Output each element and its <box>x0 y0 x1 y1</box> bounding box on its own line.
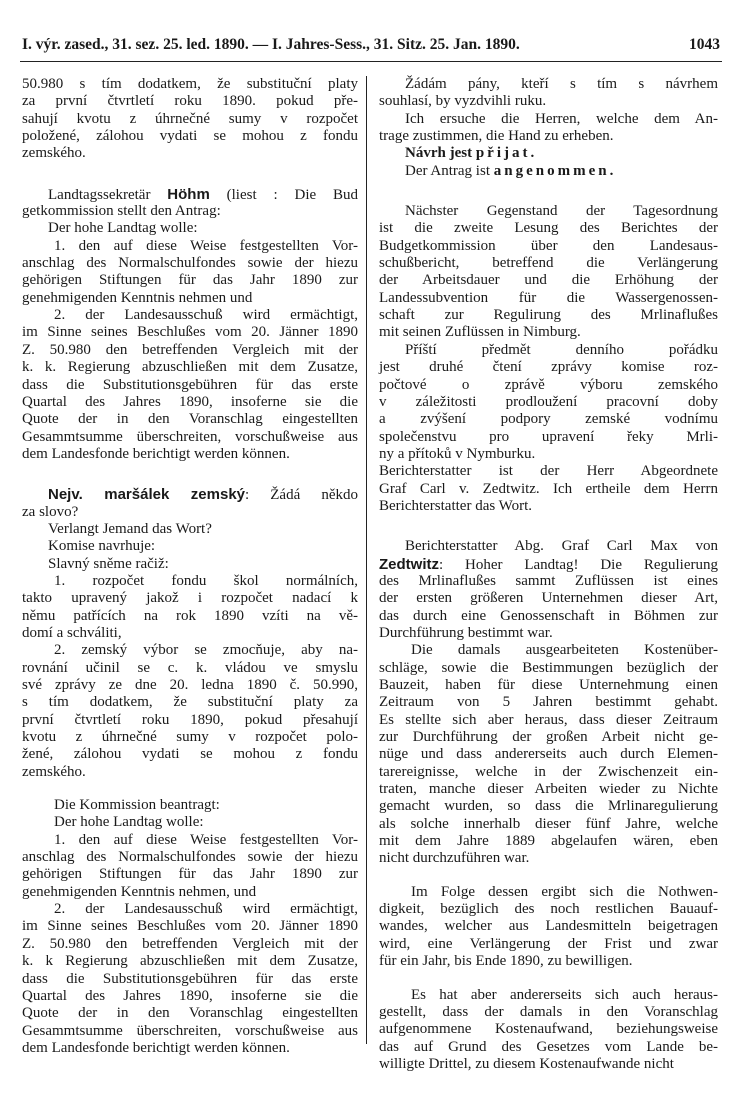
text-line: dass die Substitutionsgebühren für das erste <box>22 970 358 987</box>
text-line: wandes, welcher aus Landesmitteln beigetragen <box>379 918 718 935</box>
text-line: als solche innerhalb dieser fünf Jahre, welche <box>379 815 718 832</box>
text-line: getkommission stellt den Antrag: <box>22 203 221 220</box>
text-section <box>379 538 718 868</box>
paragraph <box>379 163 718 180</box>
text-line: willigte Drittel, zu diesem Kostenaufwande nicht <box>379 1055 674 1072</box>
text-line: Quote der in den Voranschlag eingestellten <box>22 411 358 428</box>
paragraph <box>379 642 718 867</box>
text-line: Quartal des Jahres 1890, insoferne sie die <box>22 987 358 1004</box>
text-line: Bauzeit, haben für diese Unternehmung einen <box>379 677 718 693</box>
text-line: Verlangt Jemand das Wort? <box>48 520 212 537</box>
text-line: první čtvrtletí roku 1890, pokud přesahují <box>22 711 358 728</box>
text-line: své zprávy ze dne 20. ledna 1890 č. 50.990, <box>22 677 358 693</box>
paragraph <box>379 342 718 463</box>
text-line: a zvýšení podpory zemské vodnímu <box>379 411 718 428</box>
paragraph <box>379 76 718 111</box>
emphasis: Návrh jest <box>405 145 476 162</box>
text-line: nicht durchzuführen war. <box>379 850 530 867</box>
paragraph <box>22 797 358 814</box>
text-line: kvotu z úhrnečné sumy v rozpočet polo- <box>22 729 358 746</box>
speaker-name: Nejv. maršálek zemský <box>48 486 246 504</box>
paragraph <box>379 538 718 642</box>
paragraph <box>379 987 718 1074</box>
text-line: Graf Carl v. Zedtwitz. Ich ertheile dem Herrn <box>379 480 718 497</box>
text-line: 1. den auf diese Weise festgestellten Vor- <box>54 237 358 254</box>
text-line: Z. 50.980 den betreffenden Vergleich mit der <box>22 341 358 358</box>
text-line: Gesammtsumme überschreiten, vorschußweise aus <box>22 1022 358 1039</box>
text-line <box>379 163 718 180</box>
text-line: Berichterstatter das Wort. <box>379 497 533 514</box>
column-divider <box>366 76 367 1044</box>
text-line: ny a přítoků v Nymburku. <box>379 445 536 462</box>
text-line: trage zustimmen, die Hand zu erheben. <box>379 128 614 145</box>
text-section <box>379 203 718 515</box>
paragraph <box>22 573 358 642</box>
text-line: počtové o zprávě výboru zemského <box>379 376 718 393</box>
paragraph <box>22 186 358 221</box>
paragraph <box>22 814 358 831</box>
text-line: des Mrlinaflußes sammt Zuflüssen ist eines <box>379 572 718 589</box>
text-line: schläge, sowie die Bestimmungen bezüglich der <box>379 659 718 676</box>
text-line: rovnání učinil se c. k. vládou ve smyslu <box>22 659 358 676</box>
text-line: schaft zur Regulirung des Mrlinaflußes <box>379 307 718 324</box>
text-line: Z. 50.980 den betreffenden Vergleich mit der <box>22 935 358 952</box>
text-line: Zeitraum von 5 Jahren bestimmt gehabt. <box>379 694 718 711</box>
text-line: gehörigen Stiftungen für das Jahr 1890 zur <box>22 272 358 289</box>
text-line: Komise navrhuje: <box>48 538 156 555</box>
text-line: žené, zálohou vydati se mohou z fondu <box>22 746 358 763</box>
text-line <box>22 186 358 203</box>
text-line: za slovo? <box>22 503 79 520</box>
text-line: gemacht wurden, so dass die Mrlinaregulierung <box>379 798 718 815</box>
text-line: jest druhé čtení zprávy komise roz- <box>379 359 718 376</box>
page-number: 1043 <box>689 36 720 53</box>
text-section <box>22 76 358 163</box>
text-line: Es hat aber andererseits sich auch heraus- <box>411 986 718 1003</box>
text-line: 2. der Landesausschuß wird ermächtigt, <box>54 307 358 324</box>
text-line: anschlag des Normalschulfondes sowie der hiezu <box>22 849 358 866</box>
text-line: genehmigenden Kenntnis nehmen, und <box>22 883 257 900</box>
text-line: im Sinne seines Beschlußes vom 20. Jänner 1890 <box>22 324 358 341</box>
text-line: Quartal des Jahres 1890, insoferne sie die <box>22 393 358 410</box>
text-line: Es stellte sich aber heraus, dass dieser Zeitraum <box>379 711 718 728</box>
text-line: 1. rozpočet fondu škol normálních, <box>54 572 358 589</box>
text-section <box>379 884 718 971</box>
text-line: gehörigen Stiftungen für das Jahr 1890 zur <box>22 866 358 883</box>
text-section <box>379 987 718 1074</box>
text-line: wird, eine Verlängerung der Frist und zwar <box>379 935 718 952</box>
paragraph <box>22 832 358 901</box>
text-line: zur Durchführung der großen Arbeit nicht ge- <box>379 729 718 746</box>
text-section <box>22 797 358 1057</box>
paragraph <box>379 884 718 971</box>
text-section <box>22 486 358 781</box>
paragraph <box>22 220 358 237</box>
text-line: Die damals ausgearbeiteten Kostenüber- <box>411 642 718 659</box>
text-line: s tím dodatkem, že substituční platy za <box>22 694 358 711</box>
paragraph <box>379 111 718 146</box>
paragraph <box>379 463 718 515</box>
text-line: Der hohe Landtag wolle: <box>48 220 198 237</box>
paragraph <box>22 307 358 463</box>
paragraph <box>22 556 358 573</box>
text-line: dem Landesfonde berichtigt werden können. <box>22 1039 290 1056</box>
text-line: Landessubvention für die Wassergenossen- <box>379 289 718 306</box>
text-line: Příští předmět denního pořádku <box>405 341 718 358</box>
text-line: v záležitosti prodloužení pracovní doby <box>379 393 718 410</box>
paragraph <box>379 203 718 342</box>
text-segment: : Hoher Landtag! Die Regulierung <box>439 556 718 573</box>
text-line: das durch eine Genossenschaft in Böhmen zur <box>379 607 718 624</box>
text-section <box>22 186 358 464</box>
text-line: digkeit, bezüglich des noch restlichen Bauauf- <box>379 901 718 918</box>
text-line: traten, manche dieser Arbeiten wieder zu Nichte <box>379 781 718 798</box>
text-line: souhlasí, by vyzdvihli ruku. <box>379 93 547 110</box>
spaced-emphasis: angenommen. <box>493 162 617 179</box>
spaced-emphasis: přijat. <box>475 145 538 162</box>
text-segment: : Žádá někdo <box>245 487 358 504</box>
running-header <box>22 36 720 58</box>
paragraph <box>22 76 358 163</box>
speaker-name: Höhm <box>167 185 210 203</box>
text-line: k. k Regierung abzuschließen mit dem Zusatze, <box>22 953 358 970</box>
text-line: der ersten größeren Unternehmen dieser Art, <box>379 590 718 607</box>
text-line: k. k. Regierung abzuschließen mit dem Zusatze, <box>22 359 358 376</box>
text-line: mit seinen Zuflüssen in Nimburg. <box>379 324 581 341</box>
text-line: Slavný sněme račiž: <box>48 555 169 572</box>
text-line: Budgetkommission über den Landesaus- <box>379 237 718 254</box>
text-line: das auf Grund des Gesetzes vom Lande be- <box>379 1038 718 1055</box>
header-title: I. výr. zased., 31. sez. 25. led. 1890. — I. Jahres-Sess., 31. Sitz. 25. Jan. 1890. <box>22 36 520 53</box>
text-line: Nächster Gegenstand der Tagesordnung <box>405 203 718 220</box>
text-line: za první čtvrtletí roku 1890. pokud pře- <box>22 93 358 110</box>
text-line: 1. den auf diese Weise festgestellten Vor- <box>54 831 358 848</box>
right-column <box>379 76 718 1073</box>
text-line: Die Kommission beantragt: <box>54 797 220 814</box>
text-line: schußbericht, betreffend die Verlängerung <box>379 255 718 272</box>
text-line: takto upravený jakož i rozpočet nadací k <box>22 590 358 607</box>
text-line: Berichterstatter ist der Herr Abgeordnete <box>379 463 718 480</box>
text-line: Gesammtsumme überschreiten, vorschußweise aus <box>22 428 358 445</box>
text-line: der Arbeitsdauer und die Erhöhung der <box>379 272 718 289</box>
text-line: Berichterstatter Abg. Graf Carl Max von <box>405 538 718 555</box>
paragraph <box>22 538 358 555</box>
text-line: zemského. <box>22 763 86 780</box>
text-line: genehmigenden Kenntnis nehmen und <box>22 289 253 306</box>
paragraph <box>22 521 358 538</box>
text-line: nüge und dass andererseits auch durch Elemen- <box>379 746 718 763</box>
text-line: Durchführung bestimmt war. <box>379 624 553 641</box>
text-segment: (liest : Die Bud <box>209 186 358 203</box>
text-line: Quote der in den Voranschlag eingestellten <box>22 1005 358 1022</box>
text-line: sahují kvotu z úhrnečné sumy v rozpočet <box>22 110 358 127</box>
text-line: ist die zweite Lesung des Berichtes der <box>379 220 718 237</box>
paragraph <box>22 238 358 307</box>
text-line <box>22 486 358 503</box>
left-column <box>22 76 358 1057</box>
text-line: 50.980 s tím dodatkem, že substituční platy <box>22 76 358 92</box>
text-segment: Landtagssekretär <box>48 186 168 203</box>
text-line: Žádám pány, kteří s tím s návrhem <box>405 76 718 92</box>
text-line: domí a schváliti, <box>22 624 122 641</box>
text-line: dass die Substitutionsgebühren für das erste <box>22 376 358 393</box>
text-line: Im Folge dessen ergibt sich die Nothwen- <box>411 883 718 900</box>
text-line: im Sinne seines Beschlußes vom 20. Jänner 1890 <box>22 918 358 935</box>
text-line: Der hohe Landtag wolle: <box>54 814 204 831</box>
text-line: zemského. <box>22 145 86 162</box>
text-line: položené, zálohou vydati se mohou z fondu <box>22 128 358 145</box>
text-line <box>379 556 718 573</box>
text-line: mit dem Jahre 1889 abgelaufen wären, eben <box>379 833 718 850</box>
header-rule <box>20 61 722 62</box>
text-line: gestellt, dass der damals in den Voranschlag <box>379 1003 718 1020</box>
text-line: 2. der Landesausschuß wird ermächtigt, <box>54 901 358 918</box>
paragraph <box>22 642 358 781</box>
text-line: němu patřících na rok 1890 vzíti na vě- <box>22 607 358 624</box>
text-segment: Der Antrag ist <box>405 162 494 179</box>
text-line: Ich ersuche die Herren, welche dem An- <box>405 110 718 127</box>
speaker-name: Zedtwitz <box>379 555 439 573</box>
text-line: 2. zemský výbor se zmocňuje, aby na- <box>54 642 358 659</box>
paragraph <box>22 486 358 521</box>
text-line <box>379 145 718 162</box>
text-line: společenstvu pro upravení řeky Mrli- <box>379 428 718 445</box>
text-line: dem Landesfonde berichtigt werden können. <box>22 445 290 462</box>
text-line: für ein Jahr, bis Ende 1890, zu bewilligen. <box>379 953 633 970</box>
text-line: aufgenommene Kostenaufwand, beziehungsweise <box>379 1021 718 1038</box>
text-section <box>379 76 718 180</box>
text-line: anschlag des Normalschulfondes sowie der hiezu <box>22 255 358 272</box>
paragraph <box>379 145 718 162</box>
text-line: tarereignisse, welche in der Zwischenzeit ein- <box>379 763 718 780</box>
paragraph <box>22 901 358 1057</box>
